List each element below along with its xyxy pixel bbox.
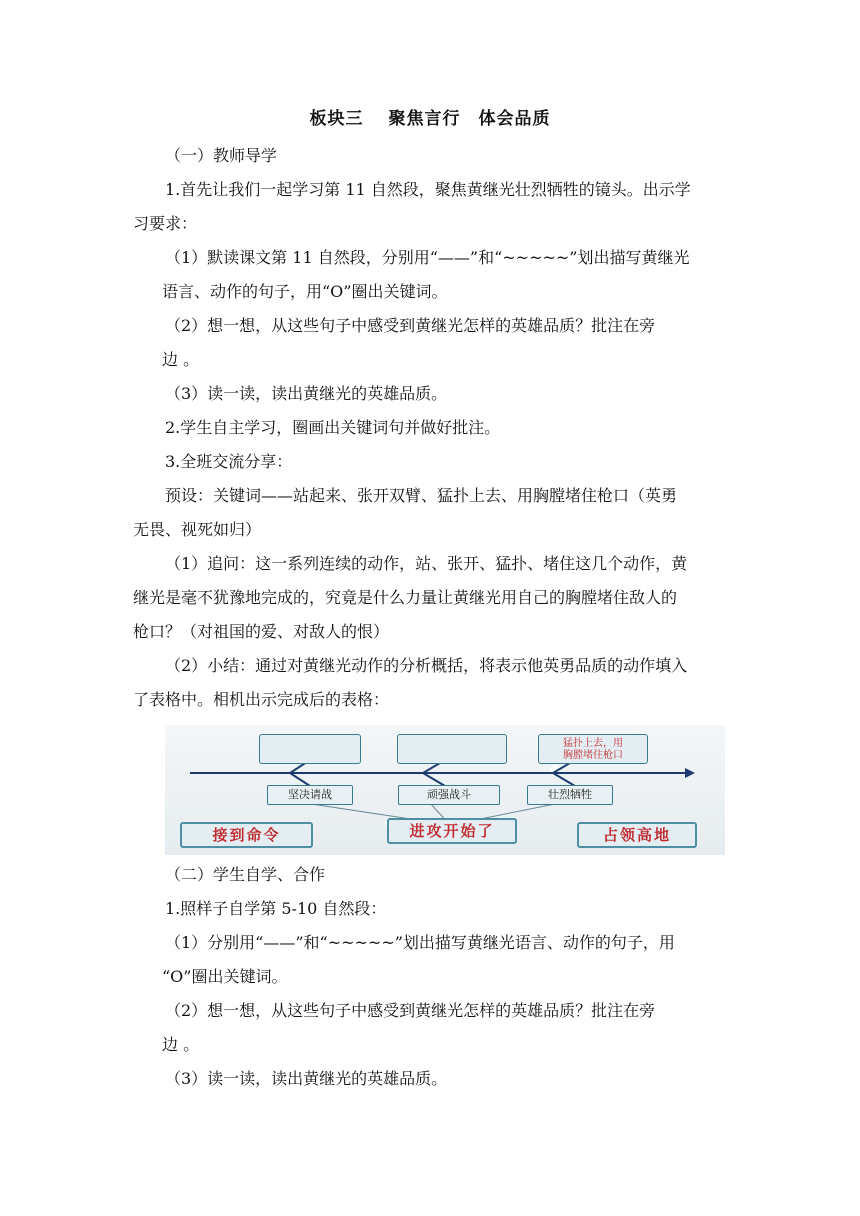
text-line: 了表格中。相机出示完成后的表格： (133, 690, 390, 709)
text-line: 边 。 (162, 1035, 200, 1054)
text-line: 语言、动作的句子，用“O”圈出关键词。 (162, 282, 448, 301)
bottom-label-1: 接到命令 (180, 822, 313, 848)
text-line: 2.学生自主学习，圈画出关键词句并做好批注。 (165, 418, 501, 437)
text-line: 继光是毫不犹豫地完成的，究竟是什么力量让黄继光用自己的胸膛堵住敌人的 (133, 588, 678, 607)
top-box-filled (538, 734, 648, 764)
top-box-empty-1 (259, 734, 361, 764)
text-line: （2）想一想，从这些句子中感受到黄继光怎样的英雄品质？批注在旁 (165, 1001, 656, 1020)
text-line: （1）追问：这一系列连续的动作，站、张开、猛扑、堵住这几个动作，黄 (165, 554, 688, 573)
text-line: （1）分别用“——”和“~~~~~”划出描写黄继光语言、动作的句子，用 (165, 933, 675, 952)
top-box-text-line1: 猛扑上去，用 (563, 738, 623, 749)
text-line: 1.照样子自学第 5-10 自然段： (165, 899, 387, 918)
section-title: 板块三 聚焦言行 体会品质 (309, 109, 551, 129)
text-line: 无畏、视死如归） (133, 520, 262, 539)
bottom-label-2: 进攻开始了 (387, 818, 517, 844)
bottom-label-3: 占领高地 (577, 822, 697, 848)
text-line: （2）小结：通过对黄继光动作的分析概括，将表示他英勇品质的动作填入 (165, 656, 688, 675)
text-line: 习要求： (133, 214, 198, 233)
mid-label-2: 顽强战斗 (398, 785, 500, 805)
text-line: 1.首先让我们一起学习第 11 自然段，聚焦黄继光壮烈牺牲的镜头。出示学 (165, 180, 691, 199)
text-line: “O”圈出关键词。 (162, 967, 288, 986)
text-line: （二）学生自学、合作 (165, 865, 326, 884)
text-line: （2）想一想，从这些句子中感受到黄继光怎样的英雄品质？批注在旁 (165, 316, 656, 335)
text-line: （3）读一读，读出黄继光的英雄品质。 (165, 384, 448, 403)
text-line: 3.全班交流分享： (165, 452, 293, 471)
mid-label-3: 壮烈牺牲 (527, 785, 613, 805)
top-box-text-line2: 胸膛堵住枪口 (563, 750, 623, 761)
mid-label-1: 坚决请战 (267, 785, 353, 805)
text-line: （1）默读课文第 11 自然段，分别用“——”和“~~~~~”划出描写黄继光 (165, 248, 690, 267)
spine-arrowhead (685, 768, 695, 778)
text-line: （3）读一读，读出黄继光的英雄品质。 (165, 1069, 448, 1088)
fishbone-diagram (165, 725, 725, 855)
text-line: 预设：关键词——站起来、张开双臂、猛扑上去、用胸膛堵住枪口（英勇 (165, 486, 678, 505)
text-line: 枪口？（对祖国的爱、对敌人的恨） (133, 622, 390, 641)
text-line: 边 。 (162, 350, 200, 369)
text-line: （一）教师导学 (165, 146, 278, 165)
top-box-empty-2 (397, 734, 507, 764)
